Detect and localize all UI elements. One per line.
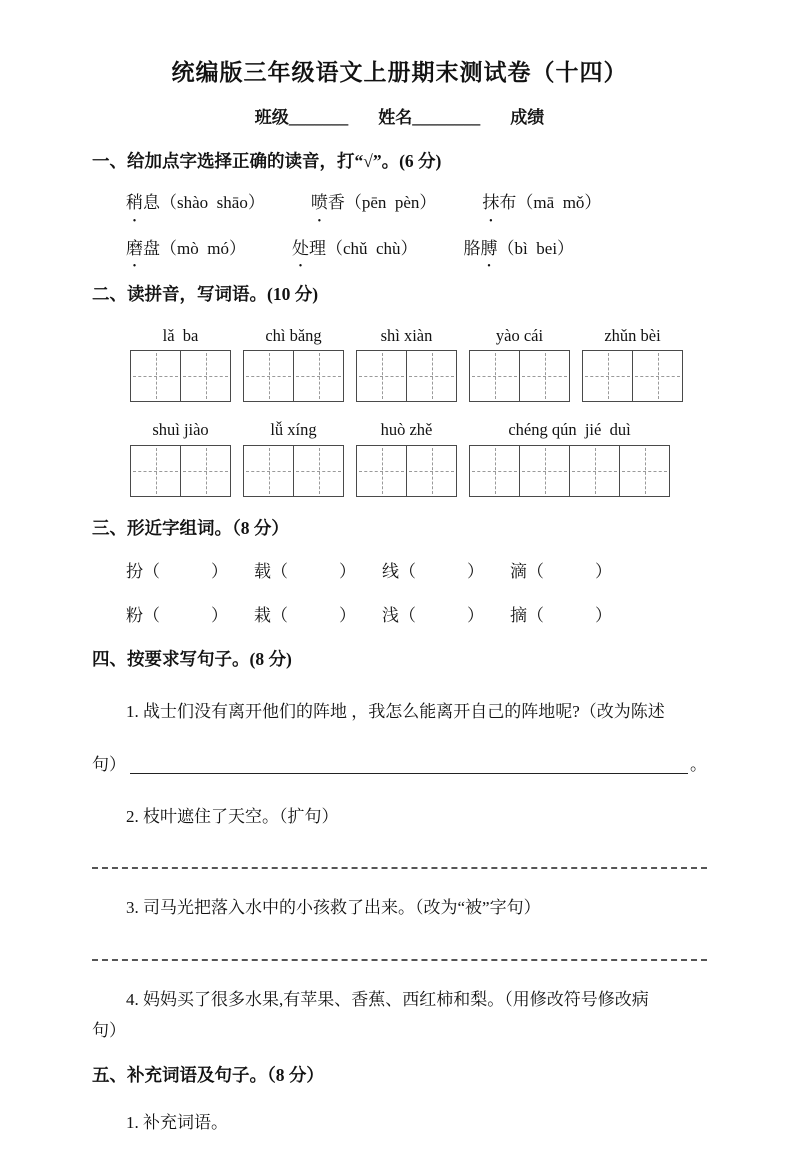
pinyin-choices[interactable]: （mò mó） [160, 238, 246, 258]
tianzige-cell[interactable] [180, 445, 231, 497]
tianzige-cell[interactable] [582, 350, 633, 402]
tianzige-group[interactable] [356, 350, 457, 402]
dotted-char: 稍 [126, 193, 143, 213]
reading-item [292, 236, 418, 262]
given-char: 粉 [126, 605, 143, 625]
answer-bracket[interactable]: （ ） [271, 562, 356, 582]
word-pre: 胳 [463, 238, 481, 258]
reading-row-2 [126, 236, 707, 262]
pinyin-labels-row-1 [130, 324, 707, 349]
sentence-item-2: 2. 枝叶遮住了天空。（扩句） [126, 806, 339, 826]
pinyin-label: chì bǎng [265, 325, 322, 345]
tianzige-group[interactable] [130, 445, 231, 497]
section1-heading: 一、给加点字选择正确的读音，打“√”。(6 分) [92, 151, 442, 171]
tianzige-group[interactable] [582, 350, 683, 402]
word-formation-item[interactable] [126, 603, 254, 629]
tianzige-group[interactable] [356, 445, 457, 497]
pinyin-label: shuì jiào [152, 420, 209, 440]
tianzige-cell[interactable] [356, 445, 407, 497]
tianzige-cell[interactable] [293, 350, 344, 402]
pinyin-choices[interactable]: （bì bei） [497, 238, 575, 258]
pinyin-label: lǎ ba [162, 325, 199, 345]
pinyin-choices[interactable]: （chǔ chù） [325, 238, 418, 258]
class-label: 班级 [254, 107, 289, 127]
student-info-line [92, 105, 707, 131]
tianzige-group[interactable] [243, 445, 344, 497]
wrap-text: 句） [92, 755, 126, 774]
tianzige-group[interactable] [469, 350, 570, 402]
dotted-char: 磨 [126, 238, 143, 258]
word-post: 盘 [143, 238, 160, 258]
reading-item [126, 190, 265, 216]
tianzige-cell[interactable] [519, 350, 570, 402]
answer-bracket[interactable]: （ ） [271, 605, 356, 625]
sentence-item-4: 4. 妈妈买了很多水果,有苹果、香蕉、西红柿和梨。（用修改符号修改病 [126, 989, 649, 1009]
tianzige-cell[interactable] [293, 445, 344, 497]
dotted-char: 膊 [480, 238, 498, 258]
answer-bracket[interactable]: （ ） [399, 605, 484, 625]
answer-dashed-line[interactable] [92, 859, 707, 869]
sentence-item-1-answer-line [92, 752, 707, 778]
section3-heading: 三、形近字组词。（8 分） [92, 518, 289, 538]
pinyin-choices[interactable]: （pēn pèn） [344, 193, 437, 213]
word-formation-item[interactable] [254, 603, 382, 629]
sentence-item-4-wrap: 句） [92, 1021, 126, 1040]
word-formation-row-1 [126, 559, 707, 585]
section2-heading: 二、读拼音，写词语。(10 分) [92, 284, 319, 305]
period-text: 。 [690, 755, 707, 774]
class-blank[interactable]: _______ [288, 107, 349, 127]
tianzige-cell[interactable] [632, 350, 683, 402]
sentence-item-3: 3. 司马光把落入水中的小孩救了出来。（改为“被”字句） [126, 898, 541, 917]
given-char: 摘 [510, 605, 527, 625]
tianzige-cell[interactable] [469, 350, 520, 402]
pinyin-labels-row-2 [130, 418, 707, 443]
answer-bracket[interactable]: （ ） [527, 562, 612, 582]
answer-bracket[interactable]: （ ） [527, 605, 612, 625]
word-formation-item[interactable] [126, 559, 254, 585]
tianzige-cell[interactable] [569, 445, 620, 497]
reading-row-1 [126, 190, 707, 216]
word-post: 布 [499, 193, 517, 213]
pinyin-label: yào cái [495, 325, 544, 345]
word-formation-item[interactable] [382, 559, 510, 585]
given-char: 扮 [126, 562, 143, 582]
pinyin-label: lǚ xíng [270, 420, 317, 440]
tianzige-cell[interactable] [469, 445, 520, 497]
given-char: 线 [382, 562, 399, 582]
section5-sub-item-1: 1. 补充词语。 [126, 1112, 228, 1132]
dotted-char: 喷 [310, 193, 328, 213]
sentence-item-1: 1. 战士们没有离开他们的阵地 ，我怎么能离开自己的阵地呢?（改为陈述 [126, 701, 665, 721]
word-formation-item[interactable] [382, 603, 510, 629]
word-post: 理 [308, 238, 326, 258]
name-label: 姓名 [378, 107, 413, 127]
tianzige-row-2 [130, 445, 707, 497]
reading-item [464, 236, 575, 262]
given-char: 栽 [254, 605, 271, 625]
tianzige-group[interactable] [243, 350, 344, 402]
given-char: 滴 [510, 562, 527, 582]
tianzige-cell[interactable] [619, 445, 670, 497]
tianzige-cell[interactable] [180, 350, 231, 402]
answer-dashed-line[interactable] [92, 951, 707, 961]
given-char: 载 [254, 562, 271, 582]
tianzige-group[interactable] [469, 445, 670, 497]
pinyin-label: huò zhě [380, 420, 433, 440]
score-label: 成绩 [510, 107, 545, 127]
reading-item [126, 236, 246, 262]
dotted-char: 抹 [482, 193, 500, 213]
answer-bracket[interactable]: （ ） [399, 562, 484, 582]
pinyin-choices[interactable]: （mā mǒ） [516, 193, 602, 213]
given-char: 浅 [382, 605, 399, 625]
pinyin-label: chéng qún jié duì [508, 420, 631, 440]
word-formation-item[interactable] [510, 559, 638, 585]
pinyin-label: zhǔn bèi [604, 325, 661, 345]
tianzige-cell[interactable] [243, 350, 294, 402]
name-blank[interactable]: ________ [412, 107, 481, 127]
tianzige-cell[interactable] [130, 445, 181, 497]
tianzige-cell[interactable] [243, 445, 294, 497]
answer-bracket[interactable]: （ ） [143, 562, 228, 582]
pinyin-label: shì xiàn [380, 325, 433, 345]
pinyin-choices[interactable]: （shào shāo） [160, 193, 265, 213]
answer-bracket[interactable]: （ ） [143, 605, 228, 625]
word-post: 香 [327, 193, 345, 213]
tianzige-group[interactable] [130, 350, 231, 402]
reading-item [482, 190, 601, 216]
tianzige-cell[interactable] [406, 350, 457, 402]
tianzige-row-1 [130, 350, 707, 402]
tianzige-cell[interactable] [519, 445, 570, 497]
tianzige-cell[interactable] [356, 350, 407, 402]
answer-blank-line[interactable] [130, 757, 688, 774]
section4-heading: 四、按要求写句子。(8 分) [92, 649, 292, 670]
word-formation-item[interactable] [254, 559, 382, 585]
tianzige-cell[interactable] [130, 350, 181, 402]
section5-heading: 五、补充词语及句子。（8 分） [92, 1064, 324, 1085]
word-formation-row-2 [126, 603, 707, 629]
word-post: 息 [143, 193, 160, 213]
word-formation-item[interactable] [510, 603, 638, 629]
dotted-char: 处 [291, 238, 309, 258]
page-title: 统编版三年级语文上册期末测试卷（十四） [171, 60, 628, 85]
reading-item [311, 190, 437, 216]
tianzige-cell[interactable] [406, 445, 457, 497]
